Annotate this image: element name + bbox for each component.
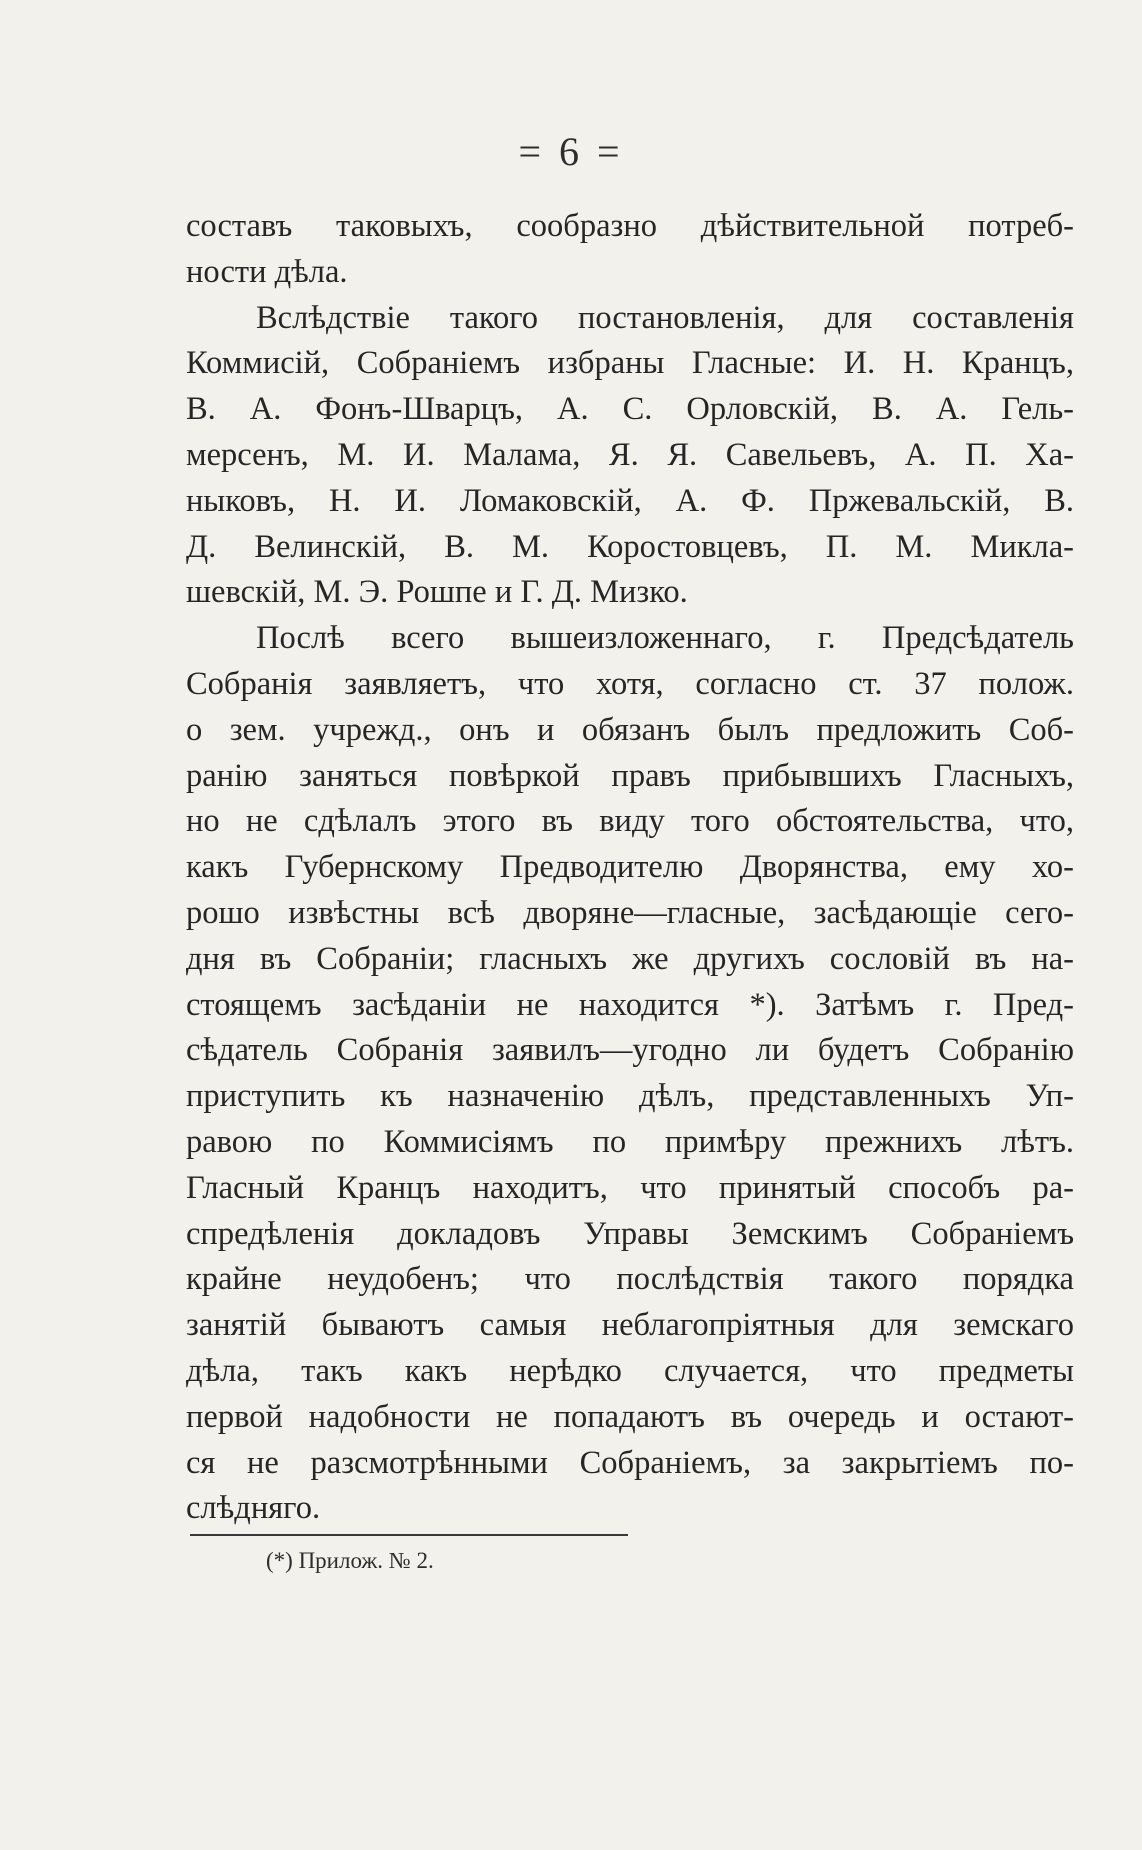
footnote-divider <box>190 1534 628 1536</box>
text-line: Д. Велинскій, В. М. Коростовцевъ, П. М. Микла- <box>186 528 1074 565</box>
body-text <box>186 204 1074 1532</box>
text-line: дня въ Собраніи; гласныхъ же другихъ сословій въ на- <box>186 940 1074 977</box>
footnote: (*) Прилож. № 2. <box>266 1548 434 1573</box>
text-line: В. А. Фонъ-Шварцъ, А. С. Орловскій, В. А. Гель- <box>186 391 1074 428</box>
text-line: какъ Губернскому Предводителю Дворянства, ему хо- <box>186 849 1074 886</box>
text-line: сѣдатель Собранія заявилъ—угодно ли будетъ Собранію <box>186 1032 1074 1069</box>
text-line: приступить къ назначенію дѣлъ, представленныхъ Уп- <box>186 1078 1074 1115</box>
text-line: Послѣ всего вышеизложеннаго, г. Предсѣдатель <box>256 620 1074 657</box>
text-line: Гласный Кранцъ находитъ, что принятый способъ ра- <box>186 1169 1074 1206</box>
text-line: крайне неудобенъ; что послѣдствія такого порядка <box>186 1261 1074 1298</box>
text-line: первой надобности не попадаютъ въ очередь и остают- <box>186 1398 1074 1435</box>
text-line: шевскій, М. Э. Рошпе и Г. Д. Мизко. <box>186 574 688 611</box>
text-line: спредѣленія докладовъ Управы Земскимъ Собраніемъ <box>186 1215 1074 1252</box>
text-line: о зем. учрежд., онъ и обязанъ былъ предложить Соб- <box>186 711 1074 748</box>
text-line: ранію заняться повѣркой правъ прибывшихъ Гласныхъ, <box>186 757 1074 794</box>
text-line: равою по Коммисіямъ по примѣру прежнихъ лѣтъ. <box>186 1123 1074 1160</box>
text-line: ся не разсмотрѣнными Собраніемъ, за закрытіемъ по- <box>186 1444 1074 1481</box>
text-line: слѣдняго. <box>186 1490 321 1527</box>
text-line: дѣла, такъ какъ нерѣдко случается, что предметы <box>186 1352 1074 1389</box>
text-line: Собранія заявляетъ, что хотя, согласно ст. 37 полож. <box>186 665 1074 702</box>
text-line: стоящемъ засѣданіи не находится *). Затѣмъ г. Пред- <box>186 986 1074 1023</box>
text-line: мерсенъ, М. И. Малама, Я. Я. Савельевъ, А. П. Ха- <box>186 436 1074 473</box>
text-line: ныковъ, Н. И. Ломаковскій, А. Ф. Пржевальскій, В. <box>186 482 1074 519</box>
page-number: = 6 = <box>518 129 624 174</box>
text-line: ности дѣла. <box>186 253 348 290</box>
text-line: Коммисій, Собраніемъ избраны Гласные: И. Н. Кранцъ, <box>186 345 1074 382</box>
text-line: Вслѣдствіе такого постановленія, для составленія <box>256 299 1074 336</box>
text-line: составъ таковыхъ, сообразно дѣйствительной потреб- <box>186 208 1074 244</box>
text-line: занятій бываютъ самыя неблагопріятныя для земскаго <box>186 1307 1074 1344</box>
text-line: рошо извѣстны всѣ дворяне—гласные, засѣдающіе сего- <box>186 894 1074 931</box>
text-line: но не сдѣлалъ этого въ виду того обстоятельства, что, <box>186 803 1074 840</box>
